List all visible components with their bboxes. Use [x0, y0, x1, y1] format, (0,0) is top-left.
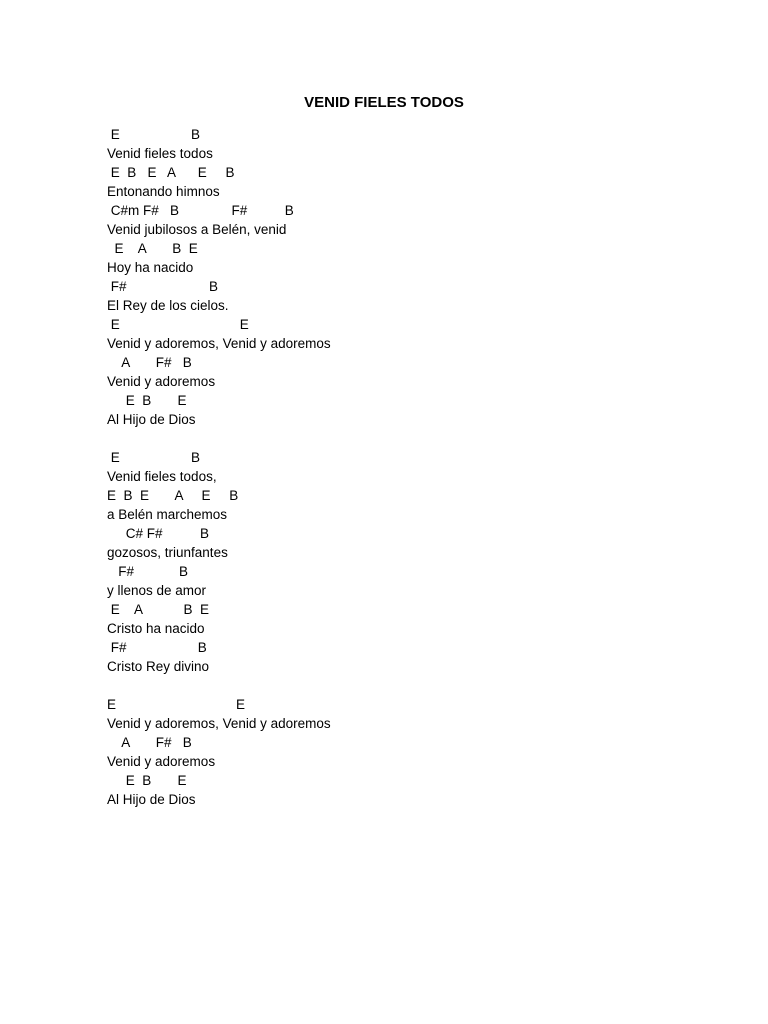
- chord-sheet: [107, 125, 707, 809]
- lyric-line: Al Hijo de Dios: [107, 792, 196, 807]
- lyric-line: Al Hijo de Dios: [107, 412, 196, 427]
- blank-line: [107, 429, 707, 448]
- lyric-line: Venid y adoremos: [107, 374, 216, 389]
- chord-line: C#m F# B F# B: [107, 203, 294, 218]
- chord-line: E A B E: [107, 602, 210, 617]
- chord-line: E B: [107, 450, 201, 465]
- lyric-line: Hoy ha nacido: [107, 260, 194, 275]
- lyric-line: Venid fieles todos: [107, 146, 213, 161]
- chord-line: E B: [107, 127, 201, 142]
- lyric-line: Venid fieles todos,: [107, 469, 217, 484]
- song-title: VENID FIELES TODOS: [304, 94, 464, 111]
- lyric-line: Venid y adoremos, Venid y adoremos: [107, 716, 331, 731]
- chord-line: E E: [107, 697, 246, 712]
- lyric-line: gozosos, triunfantes: [107, 545, 228, 560]
- lyric-line: y llenos de amor: [107, 583, 207, 598]
- blank-line: [107, 676, 707, 695]
- chord-line: E B E A E B: [107, 488, 239, 503]
- chord-line: E E: [107, 317, 249, 332]
- lyric-line: El Rey de los cielos.: [107, 298, 229, 313]
- chord-line: F# B: [107, 564, 189, 579]
- chord-line: E B E: [107, 773, 187, 788]
- lyric-line: a Belén marchemos: [107, 507, 228, 522]
- chord-line: A F# B: [107, 735, 192, 750]
- chord-line: A F# B: [107, 355, 192, 370]
- chord-line: F# B: [107, 640, 207, 655]
- chord-line: F# B: [107, 279, 219, 294]
- chord-line: E B E: [107, 393, 187, 408]
- chord-line: E B E A E B: [107, 165, 235, 180]
- lyric-line: Cristo ha nacido: [107, 621, 205, 636]
- lyric-line: Entonando himnos: [107, 184, 220, 199]
- chord-line: E A B E: [107, 241, 198, 256]
- lyric-line: Venid y adoremos, Venid y adoremos: [107, 336, 331, 351]
- lyric-line: Cristo Rey divino: [107, 659, 210, 674]
- chord-line: C# F# B: [107, 526, 210, 541]
- lyric-line: Venid jubilosos a Belén, venid: [107, 222, 287, 237]
- lyric-line: Venid y adoremos: [107, 754, 216, 769]
